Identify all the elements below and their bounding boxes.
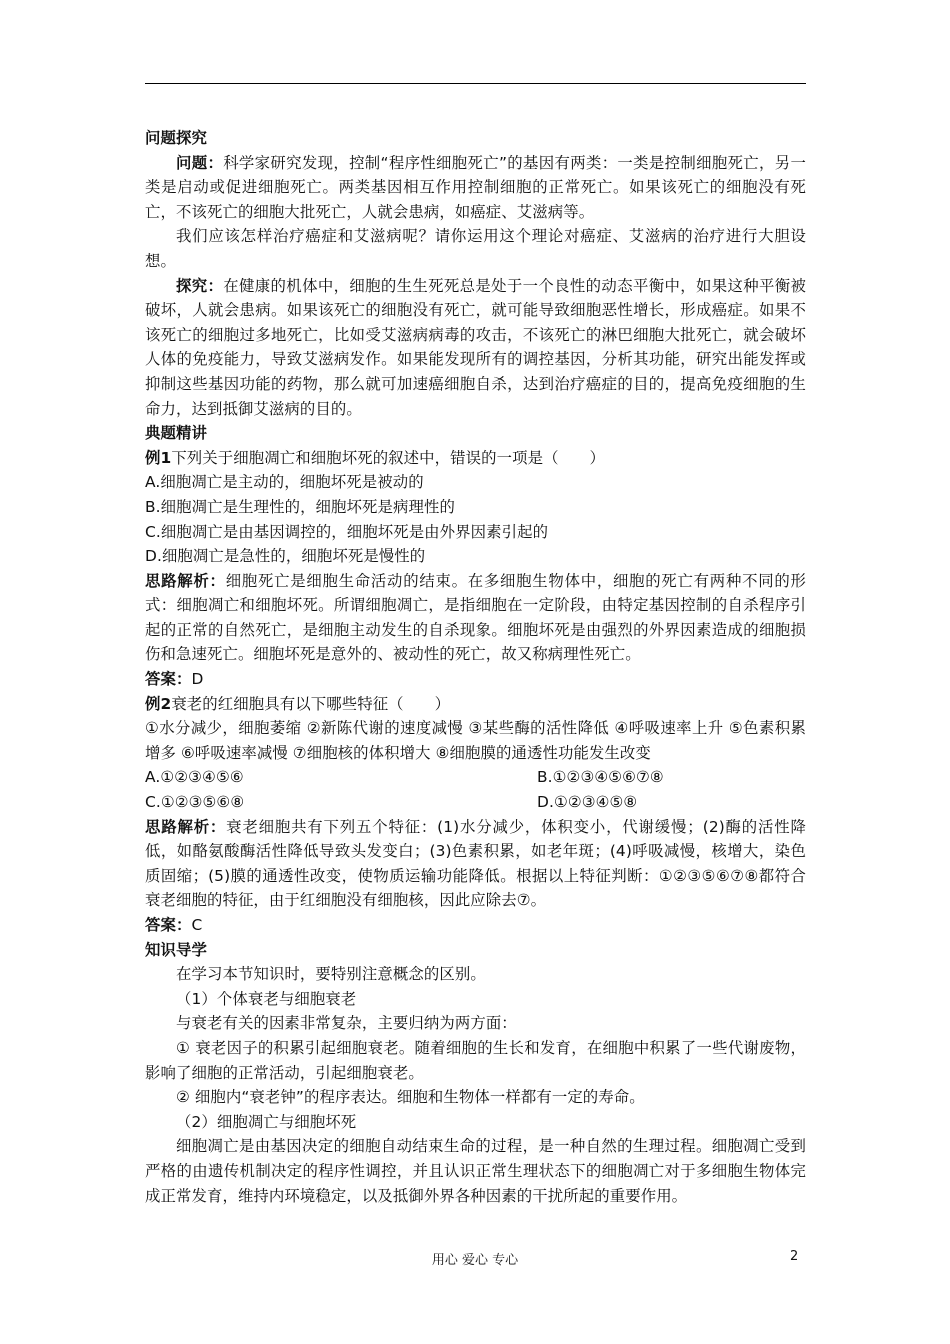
explore-text: 在健康的机体中，细胞的生生死死总是处于一个良性的动态平衡中，如果这种平衡被破坏，人就会患病。如果该死亡的细胞没有死亡，就可能导致细胞恶性增长，形成癌症。如果不该死亡的细胞过多地死亡，比如受艾滋病病毒的攻击，不该死亡的淋巴细胞大批死亡，就会破坏人体的免疫能力，导致艾滋病发作。如果能发现所有的调控基因，分析其功能，研究出能发挥或抑制这些基因功能的药物，那么就可加速癌细胞自杀，达到治疗癌症的目的，提高免疫细胞的生命力，达到抵御艾滋病的目的。 [145, 276, 806, 418]
example2-options-row-1 [145, 765, 806, 790]
knowledge-subheading-1: （1）个体衰老与细胞衰老 [176, 989, 357, 1008]
example1-option-b: B.细胞凋亡是生理性的，细胞坏死是病理性的 [145, 497, 455, 516]
page-number: 2 [790, 1249, 799, 1264]
example2-option-c: C.①②③⑤⑥⑧ [145, 793, 245, 812]
knowledge-subheading-2: （2）细胞凋亡与细胞坏死 [176, 1112, 357, 1131]
example2-answer-value: C [191, 916, 203, 934]
example2-option-a: A.①②③④⑤⑥ [145, 768, 244, 787]
header-rule [145, 83, 806, 84]
example1-answer-label: 答案： [145, 670, 192, 689]
knowledge-sub1-paragraph-2: ① 衰老因子的积累引起细胞衰老。随着细胞的生长和发育，在细胞中积累了一些代谢废物，影响了细胞的正常活动，引起细胞衰老。 [145, 1038, 806, 1082]
example2-question-text: 衰老的红细胞具有以下哪些特征（ ） [171, 694, 451, 713]
example1-analysis-label: 思路解析： [145, 571, 226, 590]
section-title-problem: 问题探究 [145, 129, 207, 147]
example1-analysis [145, 569, 806, 667]
section-title-examples: 典题精讲 [145, 424, 207, 443]
problem-label: 问题： [176, 153, 224, 172]
example2-option-b: B.①②③④⑤⑥⑦⑧ [537, 768, 664, 787]
page-body [145, 126, 806, 1208]
example2-analysis [145, 815, 806, 913]
example1-label: 例1 [145, 448, 172, 467]
example2-answer-label: 答案： [145, 916, 192, 934]
example2-analysis-label: 思路解析： [145, 817, 227, 836]
example1-answer-value: D [191, 670, 204, 689]
example2-features: ①水分减少，细胞萎缩 ②新陈代谢的速度减慢 ③某些酶的活性降低 ④呼吸速率上升 ⑤色素积累增多 ⑥呼吸速率减慢 ⑦细胞核的体积增大 ⑧细胞膜的通透性功能发生改变 [145, 719, 806, 762]
example1-question [145, 446, 806, 471]
section-title-knowledge: 知识导学 [145, 940, 207, 959]
knowledge-sub1-paragraph-1: 与衰老有关的因素非常复杂，主要归纳为两方面： [176, 1014, 517, 1033]
example1-option-d: D.细胞凋亡是急性的，细胞坏死是慢性的 [145, 547, 426, 566]
knowledge-intro: 在学习本节知识时，要特别注意概念的区别。 [176, 965, 486, 984]
example1-option-c: C.细胞凋亡是由基因调控的，细胞坏死是由外界因素引起的 [145, 522, 549, 541]
example1-option-a: A.细胞凋亡是主动的，细胞坏死是被动的 [145, 473, 424, 492]
example1-analysis-text: 细胞死亡是细胞生命活动的结束。在多细胞生物体中，细胞的死亡有两种不同的形式：细胞凋亡和细胞坏死。所谓细胞凋亡，是指细胞在一定阶段，由特定基因控制的自杀程序引起的正常的自然死亡，是细胞主动发生的自杀现象。细胞坏死是由强烈的外界因素造成的细胞损伤和急速死亡。细胞坏死是意外的、被动性的死亡，故又称病理性死亡。 [145, 571, 806, 664]
example2-label: 例2 [145, 694, 172, 713]
example2-option-d: D.①②③④⑤⑧ [537, 793, 638, 812]
knowledge-sub2-paragraph-1: 细胞凋亡是由基因决定的细胞自动结束生命的过程，是一种自然的生理过程。细胞凋亡受到严格的由遗传机制决定的程序性调控，并且认识正常生理状态下的细胞凋亡对于多细胞生物体完成正常发育，维持内环境稳定，以及抵御外界各种因素的干扰所起的重要作用。 [145, 1137, 806, 1205]
problem-question: 我们应该怎样治疗癌症和艾滋病呢？请你运用这个理论对癌症、艾滋病的治疗进行大胆设想。 [145, 227, 806, 270]
footer-motto: 用心 爱心 专心 [431, 1253, 519, 1268]
knowledge-sub1-paragraph-3: ② 细胞内“衰老钟”的程序表达。细胞和生物体一样都有一定的寿命。 [176, 1088, 645, 1107]
problem-paragraph [145, 151, 806, 225]
example1-question-text: 下列关于细胞凋亡和细胞坏死的叙述中，错误的一项是（ ） [171, 448, 606, 467]
explore-paragraph [145, 274, 806, 422]
explore-label: 探究： [176, 276, 224, 295]
example2-analysis-text: 衰老细胞共有下列五个特征：(1)水分减少，体积变小，代谢缓慢；(2)酶的活性降低，如酪氨酸酶活性降低导致头发变白；(3)色素积累，如老年斑；(4)呼吸减慢，核增大，染色质固缩；(5)膜的通透性改变，使物质运输功能降低。根据以上特征判断：①②③⑤⑥⑦⑧都符合衰老细胞的特征，由于红细胞没有细胞核，因此应除去⑦。 [145, 817, 806, 910]
example2-answer [145, 913, 806, 938]
example2-question [145, 692, 806, 717]
example1-answer [145, 667, 806, 692]
problem-text: 科学家研究发现，控制“程序性细胞死亡”的基因有两类：一类是控制细胞死亡，另一类是启动或促进细胞死亡。两类基因相互作用控制细胞的正常死亡。如果该死亡的细胞没有死亡，不该死亡的细胞大批死亡，人就会患病，如癌症、艾滋病等。 [145, 153, 806, 221]
example2-options-row-2 [145, 790, 806, 815]
